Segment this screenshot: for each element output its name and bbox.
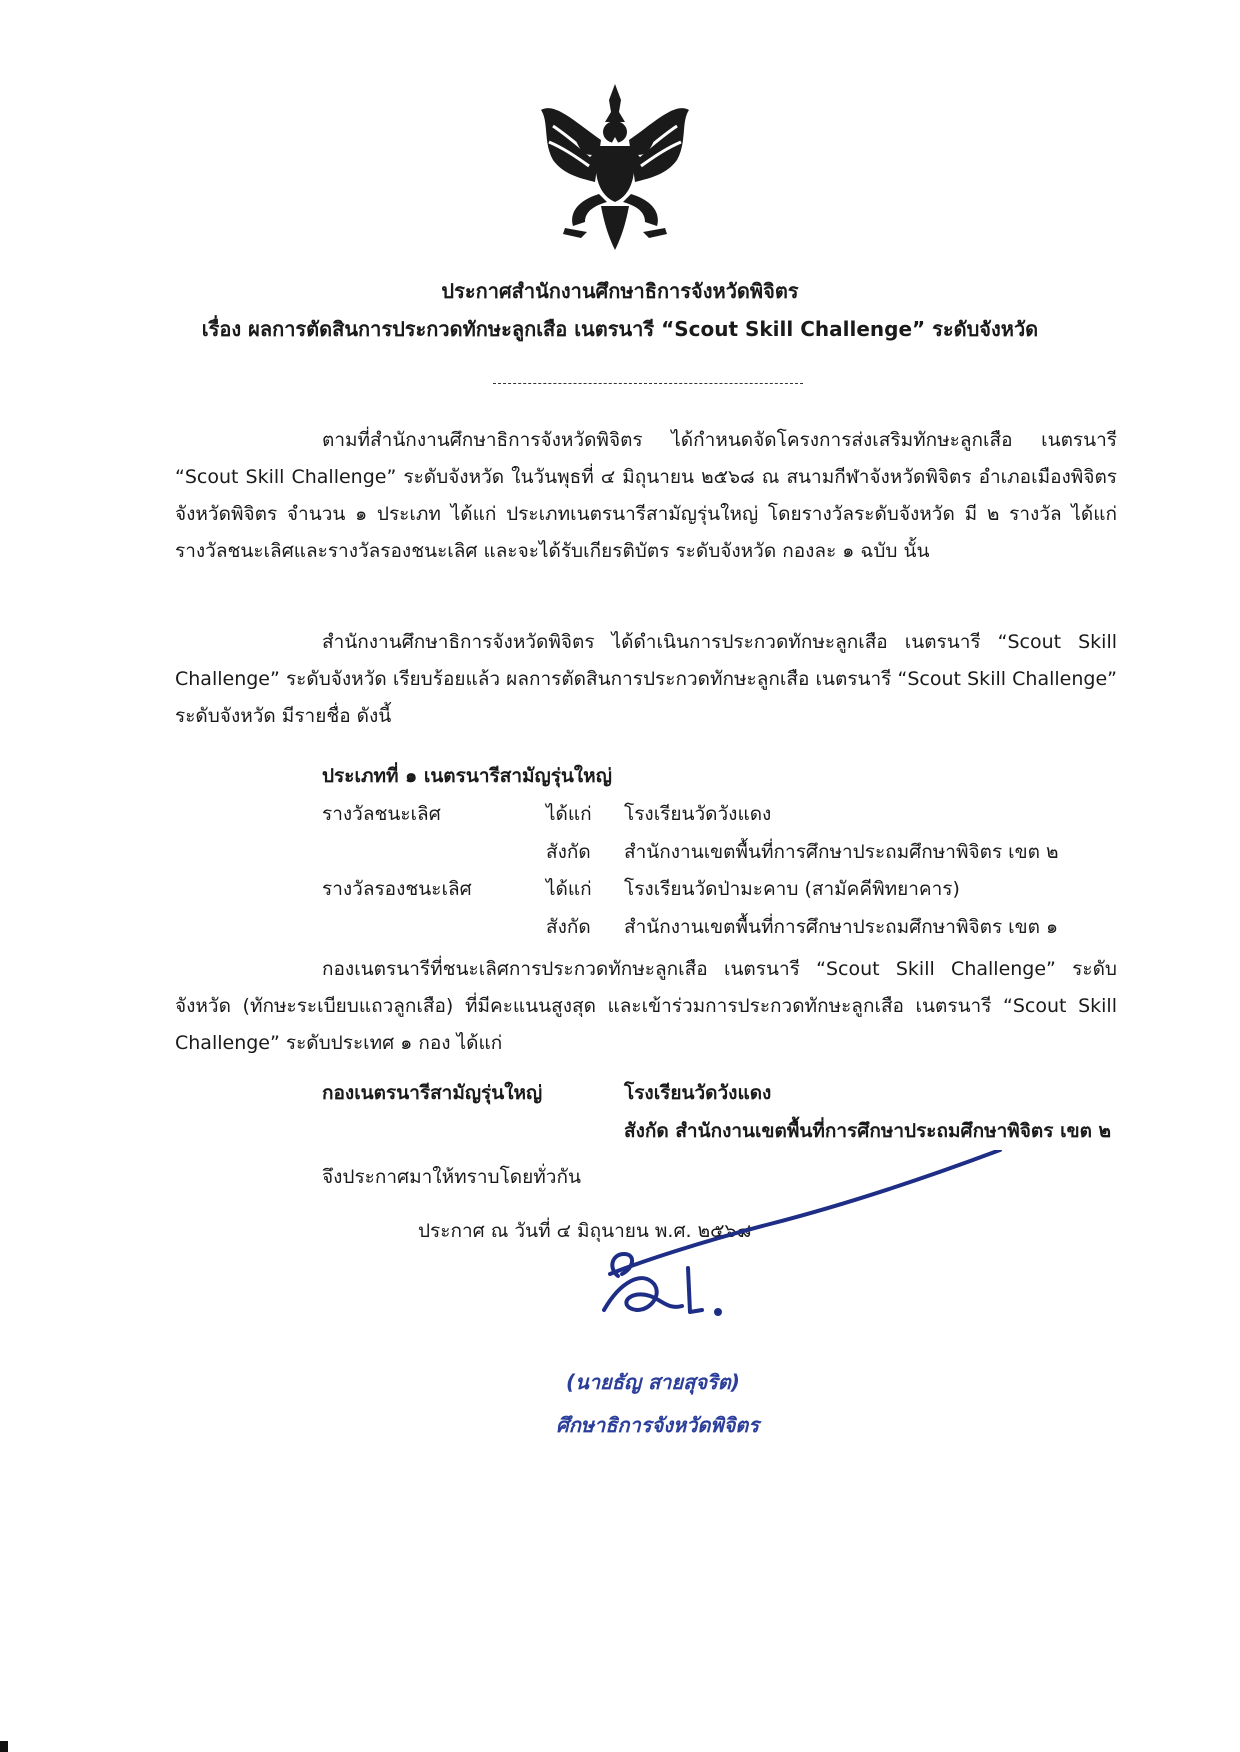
award-name: รางวัลชนะเลิศ [322,803,441,825]
affiliation-label: สังกัด [546,916,591,938]
category-heading: ประเภทที่ ๑ เนตรนารีสามัญรุ่นใหญ่ [322,765,612,787]
runner-up-school: โรงเรียนวัดป่ามะคาบ (สามัคคีพิทยาคาร) [624,878,960,900]
announcement-subject: เรื่อง ผลการตัดสินการประกวดทักษะลูกเสือ เนตรนารี “Scout Skill Challenge” ระดับจังหวัด [201,317,1039,341]
national-troop-label: กองเนตรนารีสามัญรุ่นใหญ่ [322,1082,543,1104]
signatory-position: ศึกษาธิการจังหวัดพิจิตร [556,1413,760,1437]
signatory-name: (นายธัญ สายสุจริต) [566,1370,740,1394]
received-label: ได้แก่ [546,803,592,825]
closing-statement: จึงประกาศมาให้ทราบโดยทั่วกัน [322,1166,581,1188]
paragraph-result: สำนักงานศึกษาธิการจังหวัดพิจิตร ได้ดำเนินการประกวดทักษะลูกเสือ เนตรนารี “Scout Skill Challenge” ระดับจังหวัด เรียบร้อยแล้ว ผลการตัดสินการประกวดทักษะลูกเสือ เนตรนารี “Scout Skill Challenge” ระดับจังหวัด มีรายชื่อ ดังนี้ [175,631,1117,727]
announcement-date: ประกาศ ณ วันที่ ๔ มิถุนายน พ.ศ. ๒๕๖๘ [418,1220,752,1242]
national-school: โรงเรียนวัดวังแดง [624,1082,772,1104]
title-divider [493,383,803,384]
paragraph-national: กองเนตรนารีที่ชนะเลิศการประกวดทักษะลูกเสือ เนตรนารี “Scout Skill Challenge” ระดับจังหวัด (ทักษะระเบียบแถวลูกเสือ) ที่มีคะแนนสูงสุด และเข้าร่วมการประกวดทักษะลูกเสือ เนตรนารี “Scout Skill Challenge” ระดับประเทศ ๑ กอง ได้แก่ [175,958,1117,1054]
runner-up-affiliation: สำนักงานเขตพื้นที่การศึกษาประถมศึกษาพิจิตร เขต ๑ [624,916,1059,938]
award-name: รางวัลรองชนะเลิศ [322,878,472,900]
announcement-title: ประกาศสำนักงานศึกษาธิการจังหวัดพิจิตร [441,279,799,303]
garuda-emblem-icon [535,82,695,252]
affiliation-label: สังกัด [546,841,591,863]
winner-affiliation: สำนักงานเขตพื้นที่การศึกษาประถมศึกษาพิจิตร เขต ๒ [624,841,1059,863]
national-affiliation: สังกัด สำนักงานเขตพื้นที่การศึกษาประถมศึกษาพิจิตร เขต ๒ [624,1120,1112,1142]
paragraph-intro: ตามที่สำนักงานศึกษาธิการจังหวัดพิจิตร ได้กำหนดจัดโครงการส่งเสริมทักษะลูกเสือ เนตรนารี “Scout Skill Challenge” ระดับจังหวัด ในวันพุธที่ ๔ มิถุนายน ๒๕๖๘ ณ สนามกีฬาจังหวัดพิจิตร อำเภอเมืองพิจิตร จังหวัดพิจิตร จำนวน ๑ ประเภท ได้แก่ ประเภทเนตรนารีสามัญรุ่นใหญ่ โดยรางวัลระดับจังหวัด มี ๒ รางวัล ได้แก่ รางวัลชนะเลิศและรางวัลรองชนะเลิศ และจะได้รับเกียรติบัตร ระดับจังหวัด กองละ ๑ ฉบับ นั้น [175,429,1117,562]
winner-school: โรงเรียนวัดวังแดง [624,803,772,825]
received-label: ได้แก่ [546,878,592,900]
scan-mark [0,1741,8,1752]
handwritten-signature [590,1150,1010,1350]
